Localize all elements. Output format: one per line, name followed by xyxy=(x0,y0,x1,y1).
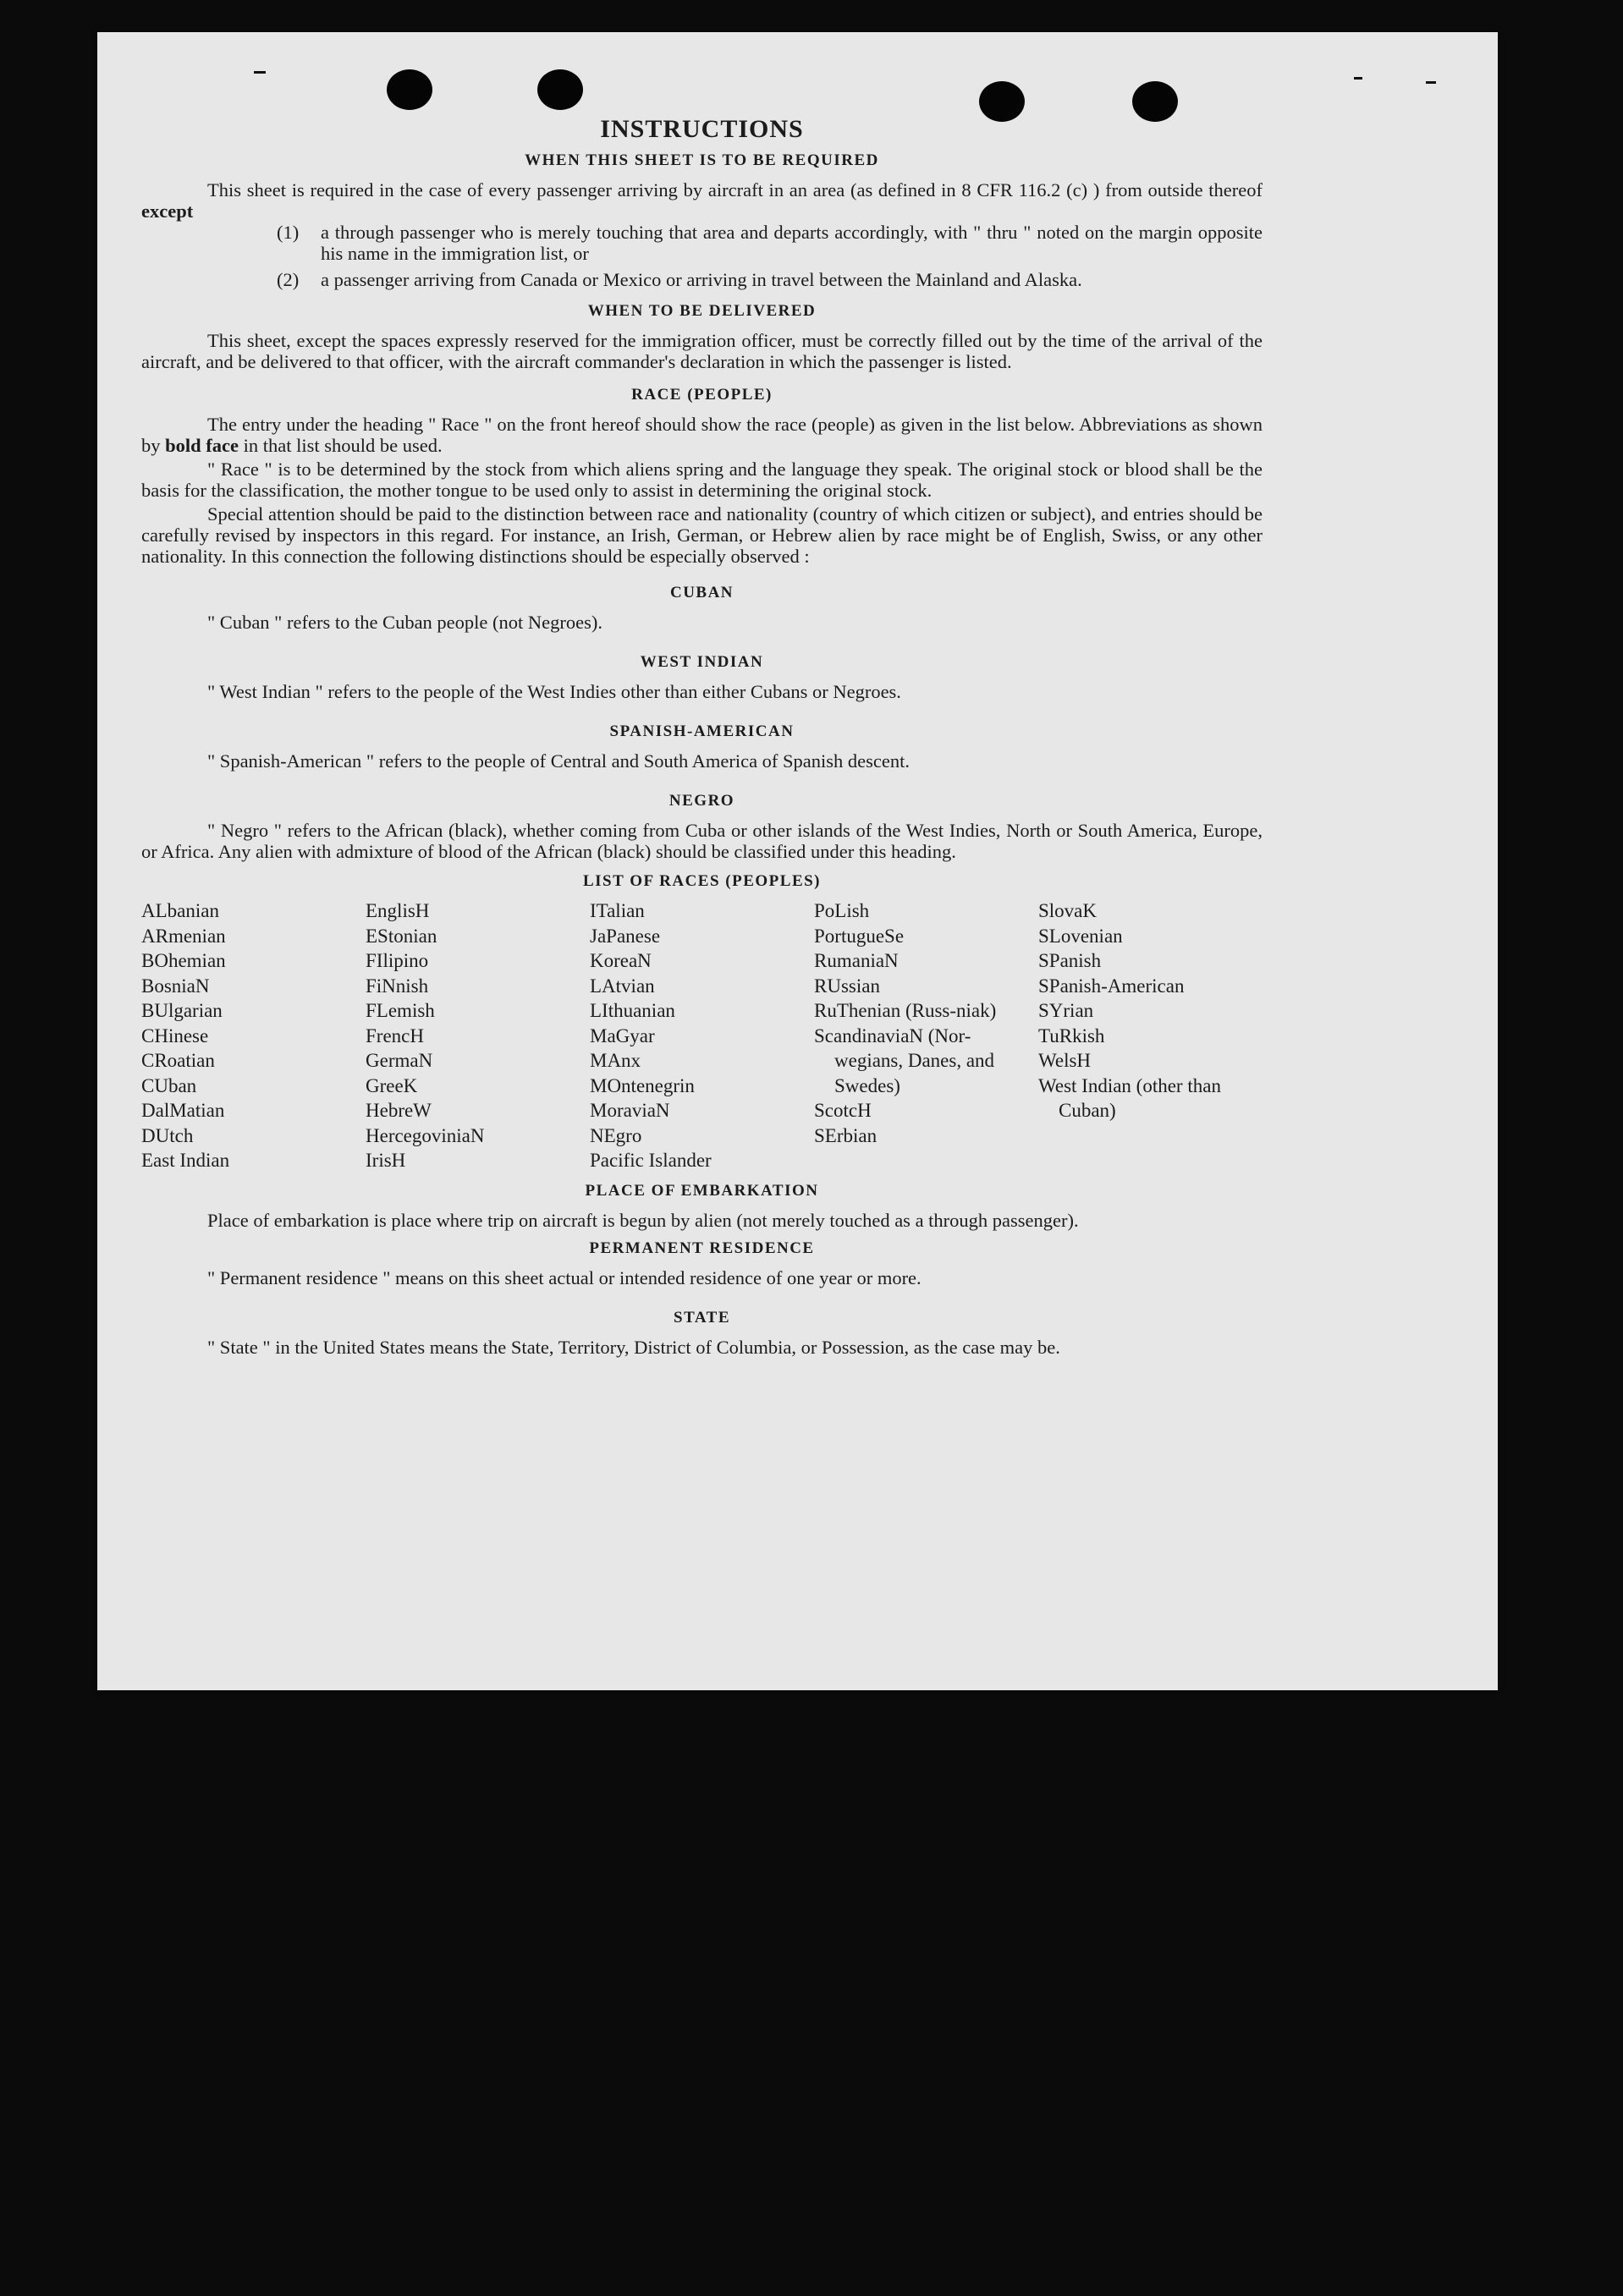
race-item: FrencH xyxy=(366,1024,424,1046)
race-item: FiNnish xyxy=(366,975,429,997)
heading-west-indian: WEST INDIAN xyxy=(640,653,764,671)
race-paragraph-3: Special attention should be paid to the distinction between race and nationality (country of which citizen or subject), and entries should be carefully revised by inspectors in this regard. For instance, an Irish, German, or Hebrew alien by race might be of English, Swiss, or any other nationality. In this connection the following distinctions should be especially observed : xyxy=(141,503,1263,567)
race-item: CUban xyxy=(141,1074,197,1096)
race-item: SlovaK xyxy=(1038,900,1097,921)
races-column xyxy=(590,898,814,1173)
race-item: ARmenian xyxy=(141,925,226,947)
race-item: WelsH xyxy=(1038,1050,1092,1071)
race-item: TuRkish xyxy=(1038,1024,1105,1046)
race-item: EnglisH xyxy=(366,900,430,921)
race-item: MAnx xyxy=(590,1050,641,1071)
race-item: EStonian xyxy=(366,925,437,947)
race-item: LAtvian xyxy=(590,975,655,997)
races-table xyxy=(141,898,1263,1173)
race-item: MOntenegrin xyxy=(590,1074,695,1096)
scan-mark xyxy=(254,71,266,74)
scan-mark xyxy=(1426,81,1436,84)
heading-embarkation: PLACE OF EMBARKATION xyxy=(585,1181,819,1200)
race-item: RuThenian (Russ-niak) xyxy=(814,1000,997,1021)
race-item: FIlipino xyxy=(366,950,429,971)
races-column xyxy=(814,898,1038,1173)
race-item: BUlgarian xyxy=(141,1000,223,1021)
race-item: MaGyar xyxy=(590,1024,655,1046)
cuban-definition: " Cuban " refers to the Cuban people (not Negroes). xyxy=(207,612,602,633)
race-paragraph-1: The entry under the heading " Race " on the front hereof should show the race (people) as given in the list below. Abbreviations as shown by bold face in that list should be used. xyxy=(141,414,1263,456)
heading-required: WHEN THIS SHEET IS TO BE REQUIRED xyxy=(525,151,879,169)
heading-spanish-american: SPANISH-AMERICAN xyxy=(609,722,795,740)
race-item: SErbian xyxy=(814,1124,878,1146)
required-intro: This sheet is required in the case of every passenger arriving by aircraft in an area (as defined in 8 CFR 116.2 (c) ) from outside thereof except xyxy=(141,179,1263,222)
race-item: NEgro xyxy=(590,1124,642,1146)
race-item: BosniaN xyxy=(141,975,210,997)
race-item: ScandinaviaN (Nor-wegians, Danes, and Swedes) xyxy=(814,1024,995,1096)
instructions-content xyxy=(141,115,1263,1358)
race-item: East Indian xyxy=(141,1150,230,1171)
races-column xyxy=(366,898,590,1173)
race-item: DUtch xyxy=(141,1124,194,1146)
race-item: JaPanese xyxy=(590,925,661,947)
heading-state: STATE xyxy=(674,1308,730,1327)
heading-permanent-residence: PERMANENT RESIDENCE xyxy=(589,1239,815,1257)
heading-list-of-races: LIST OF RACES (PEOPLES) xyxy=(582,872,822,890)
punch-hole xyxy=(1132,81,1178,122)
race-item: SLovenian xyxy=(1038,925,1123,947)
race-item: LIthuanian xyxy=(590,1000,675,1021)
heading-delivered: WHEN TO BE DELIVERED xyxy=(587,302,817,320)
race-item: RumaniaN xyxy=(814,950,899,971)
race-item: SYrian xyxy=(1038,1000,1094,1021)
delivered-text: This sheet, except the spaces expressly reserved for the immigration officer, must be correctly filled out by the time of the arrival of the aircraft, and be delivered to that officer, with the aircraft commander's declaration in which the passenger is listed. xyxy=(141,330,1263,372)
race-item: CRoatian xyxy=(141,1050,215,1071)
race-item: HercegoviniaN xyxy=(366,1124,485,1146)
heading-cuban: CUBAN xyxy=(669,584,734,601)
race-item: CHinese xyxy=(141,1024,209,1046)
punch-hole xyxy=(537,69,583,110)
race-item: Pacific Islander xyxy=(590,1150,712,1171)
race-item: RUssian xyxy=(814,975,880,997)
race-item: ScotcH xyxy=(814,1100,872,1121)
race-item: MoraviaN xyxy=(590,1100,670,1121)
negro-definition: " Negro " refers to the African (black), whether coming from Cuba or other islands of the West Indies, North or South America, Europe, or Africa. Any alien with admixture of blood of the African (black) should be classified under this heading. xyxy=(141,820,1263,862)
race-item: ALbanian xyxy=(141,900,219,921)
race-item: HebreW xyxy=(366,1100,432,1121)
west-indian-definition: " West Indian " refers to the people of the West Indies other than either Cubans or Negroes. xyxy=(207,681,901,702)
race-item: FLemish xyxy=(366,1000,435,1021)
punch-hole xyxy=(387,69,432,110)
required-item: (2) a passenger arriving from Canada or Mexico or arriving in travel between the Mainland and Alaska. xyxy=(277,269,1082,290)
race-item: GermaN xyxy=(366,1050,433,1071)
race-item: PortugueSe xyxy=(814,925,905,947)
race-item: IrisH xyxy=(366,1150,406,1171)
race-item: KoreaN xyxy=(590,950,652,971)
races-column xyxy=(141,898,366,1173)
residence-definition: " Permanent residence " means on this sheet actual or intended residence of one year or more. xyxy=(207,1266,922,1288)
required-item: (1) a through passenger who is merely touching that area and departs accordingly, with " thru " noted on the margin opposite his name in the immigration list, or xyxy=(277,222,1263,264)
punch-hole xyxy=(979,81,1025,122)
race-item: DalMatian xyxy=(141,1100,225,1121)
race-item: West Indian (other than Cuban) xyxy=(1038,1074,1221,1121)
spanish-american-definition: " Spanish-American " refers to the people of Central and South America of Spanish descent. xyxy=(207,750,911,772)
state-definition: " State " in the United States means the State, Territory, District of Columbia, or Possession, as the case may be. xyxy=(207,1336,1060,1358)
scan-mark xyxy=(1354,77,1362,80)
race-item: PoLish xyxy=(814,900,870,921)
page-title: INSTRUCTIONS xyxy=(600,115,804,143)
race-item: BOhemian xyxy=(141,950,226,971)
heading-negro: NEGRO xyxy=(668,792,735,810)
race-item: SPanish-American xyxy=(1038,975,1185,997)
race-item: GreeK xyxy=(366,1074,418,1096)
race-item: SPanish xyxy=(1038,950,1102,971)
heading-race: RACE (PEOPLE) xyxy=(631,386,773,404)
race-paragraph-2: " Race " is to be determined by the stock from which aliens spring and the language they speak. The original stock or blood shall be the basis for the classification, the mother tongue to be used only to assist in determining the original stock. xyxy=(141,459,1263,501)
race-item: ITalian xyxy=(590,900,645,921)
embarkation-definition: Place of embarkation is place where trip on aircraft is begun by alien (not merely touched as a through passenger). xyxy=(207,1209,1079,1231)
races-column xyxy=(1038,898,1263,1173)
